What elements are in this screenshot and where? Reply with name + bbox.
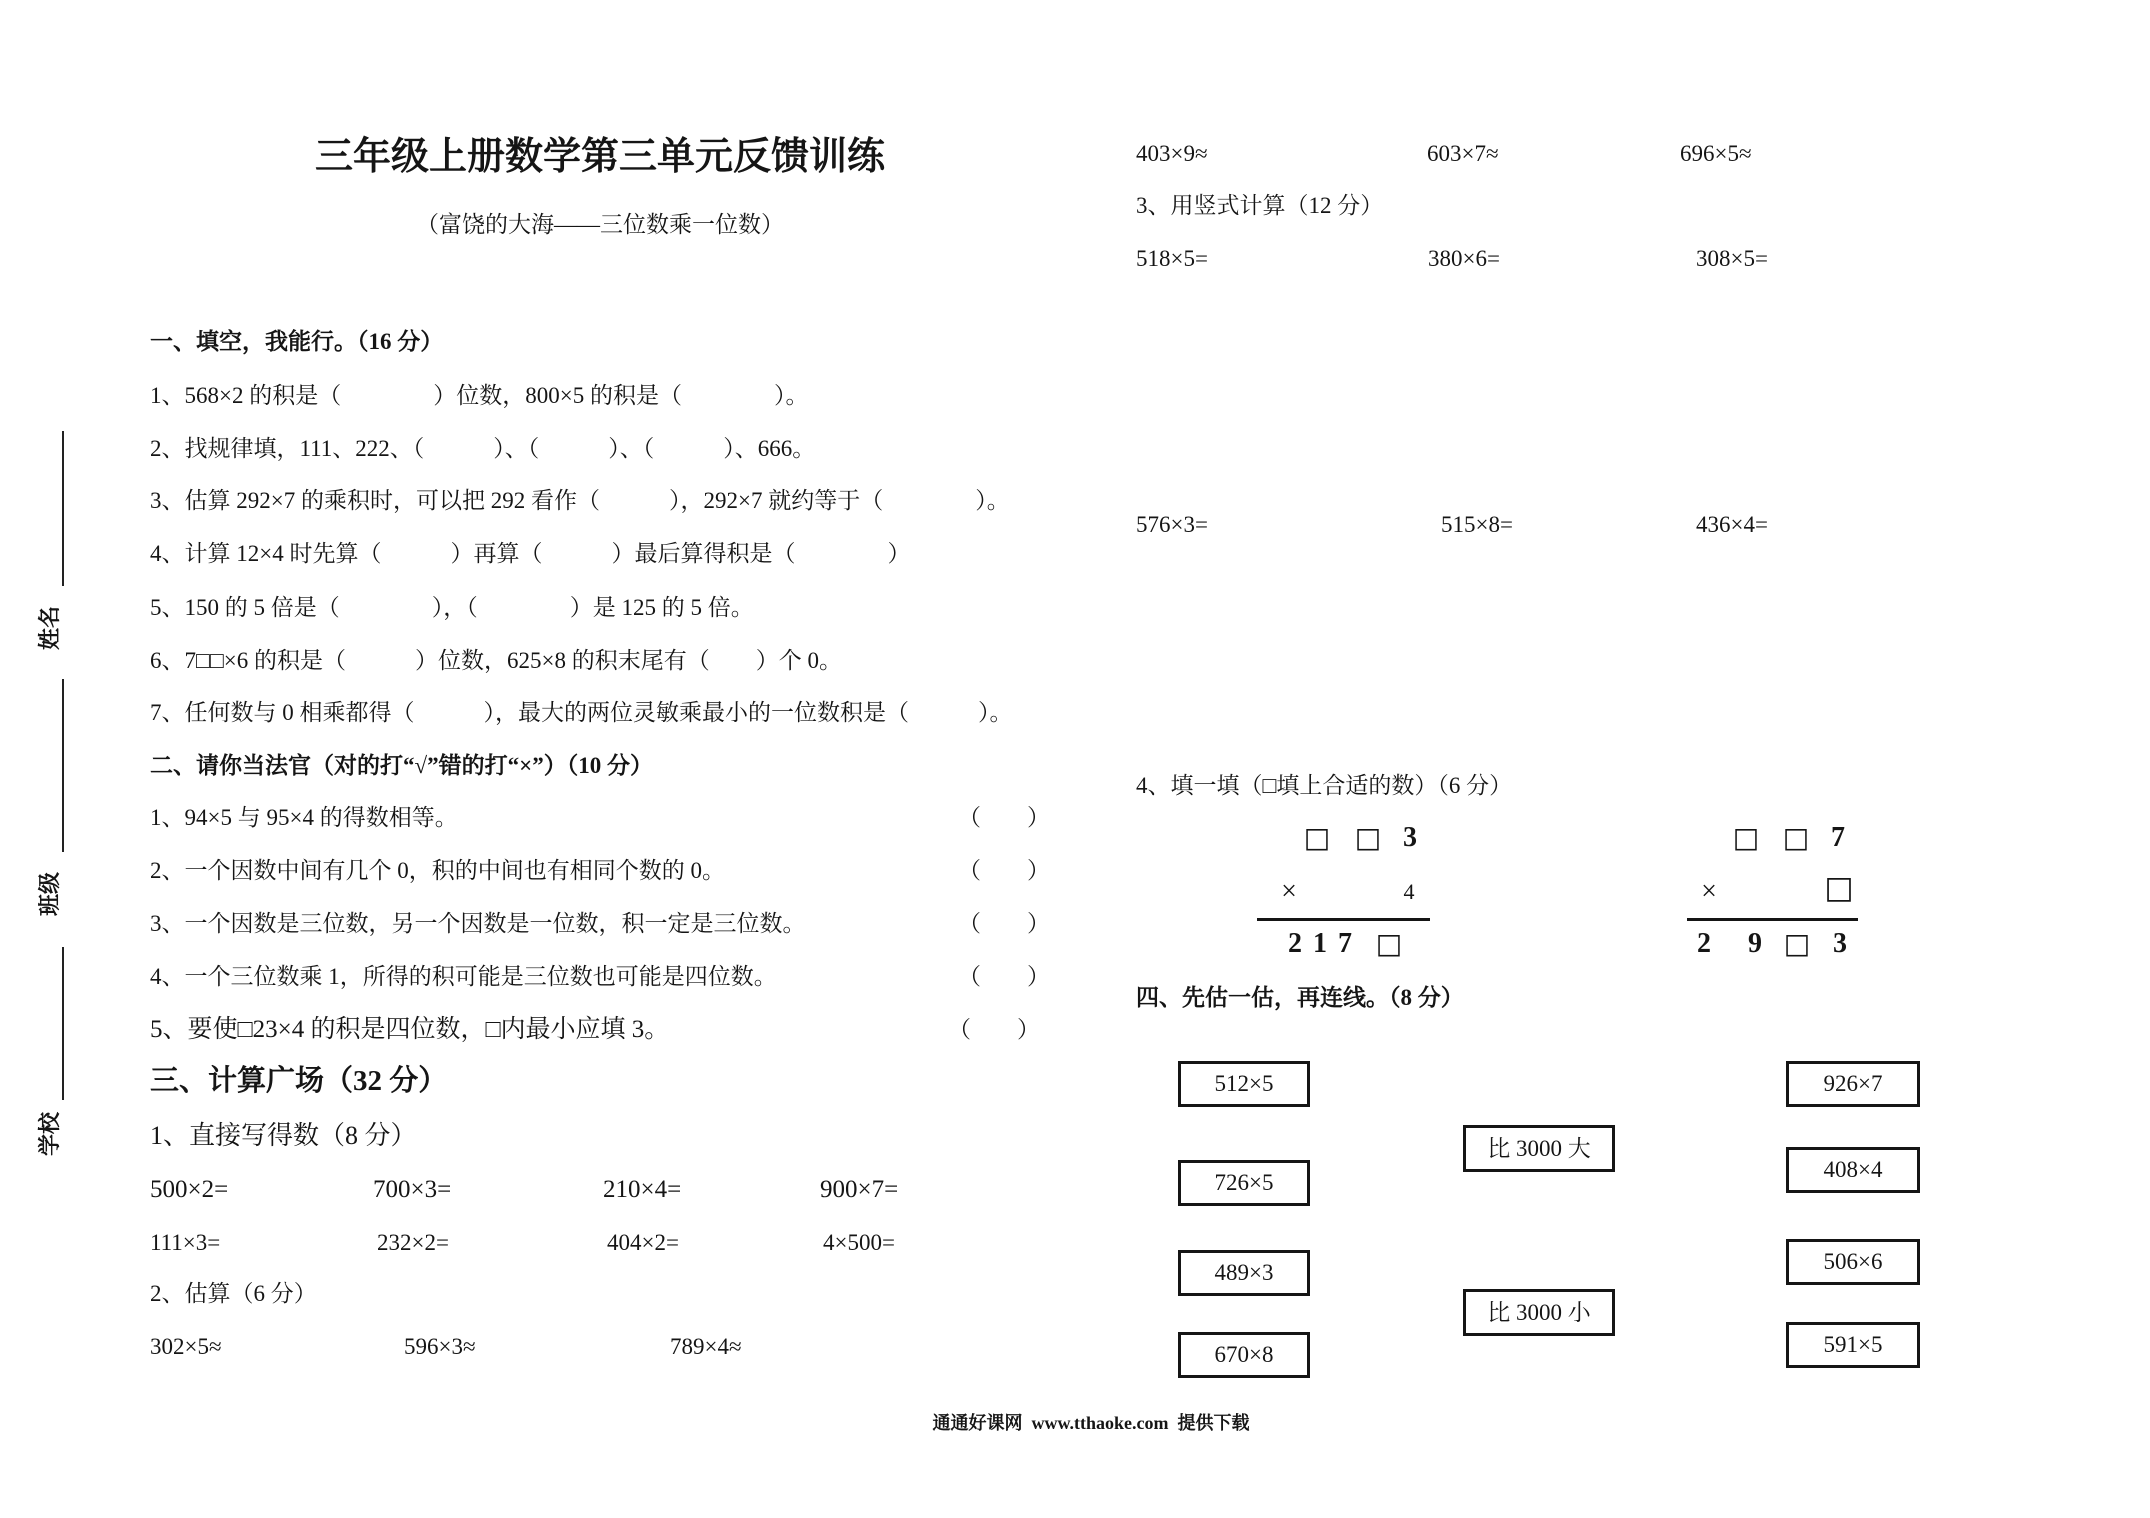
match-box-left: 726×5 [1178,1160,1310,1206]
fill-item-6: 6、7□□×6 的积是（ ）位数，625×8 的积末尾有（ ）个 0。 [150,648,842,673]
estimate-calc: 596×3≈ [404,1334,476,1359]
estimate-calc: 603×7≈ [1427,141,1499,166]
oral-calc: 210×4= [603,1176,682,1203]
name-label: 姓名 [37,606,62,651]
match-box-left: 489×3 [1178,1250,1310,1296]
section4-heading: 四、先估一估，再连线。（8 分） [1136,985,1464,1010]
fill-item-4: 4、计算 12×4 时先算（ ）再算（ ）最后算得积是（ ） [150,541,911,566]
digit: 2 [1288,928,1302,959]
match-box-right: 506×6 [1786,1239,1920,1285]
oral-calc: 700×3= [373,1176,452,1203]
fill-item-1: 1、568×2 的积是（ ）位数，800×5 的积是（ ）。 [150,383,809,408]
digit-blank: □ [1824,870,1854,906]
judge-item-5: 5、要使□23×4 的积是四位数，□内最小应填 3。 [150,1016,670,1043]
column-calc: 308×5= [1696,246,1768,271]
oral-calc: 404×2= [607,1230,679,1255]
judge-blank-1: （ ） [958,805,1050,830]
multiply-sign: × [1281,876,1297,907]
column-calc: 518×5= [1136,246,1208,271]
part4-heading: 4、填一填（□填上合适的数）（6 分） [1136,773,1513,798]
digit-blank: □ [1375,927,1403,960]
sum-line [1257,918,1430,921]
column-calc: 436×4= [1696,512,1768,537]
digit: 7 [1831,822,1845,853]
digit-blank: □ [1783,927,1811,960]
digit: 9 [1748,928,1762,959]
digit-blank: □ [1732,821,1760,854]
estimate-calc: 403×9≈ [1136,141,1208,166]
judge-blank-5: （ ） [948,1017,1040,1042]
digit: 7 [1338,928,1352,959]
digit: 3 [1403,822,1417,853]
digit: 1 [1313,928,1327,959]
class-underline [62,679,64,852]
match-box-right: 408×4 [1786,1147,1920,1193]
judge-blank-3: （ ） [958,911,1050,936]
fill-item-5: 5、150 的 5 倍是（ ），（ ）是 125 的 5 倍。 [150,595,754,620]
part3-heading: 3、用竖式计算（12 分） [1136,193,1384,218]
name-underline [62,431,64,586]
fill-item-3: 3、估算 292×7 的乘积时，可以把 292 看作（ ），292×7 就约等于（ ）。 [150,488,1010,513]
match-box-greater: 比 3000 大 [1463,1125,1615,1172]
oral-calc: 111×3= [150,1230,221,1255]
column-calc: 576×3= [1136,512,1208,537]
digit: 2 [1697,928,1711,959]
judge-item-2: 2、一个因数中间有几个 0，积的中间也有相同个数的 0。 [150,858,725,883]
school-underline [62,947,64,1100]
judge-blank-4: （ ） [958,964,1050,989]
match-box-right: 926×7 [1786,1061,1920,1107]
oral-calc: 900×7= [820,1176,899,1203]
judge-item-3: 3、一个因数是三位数，另一个因数是一位数，积一定是三位数。 [150,911,806,936]
estimate-calc: 696×5≈ [1680,141,1752,166]
section2-heading: 二、请你当法官（对的打“√”错的打“×”）（10 分） [150,753,653,778]
part2-heading: 2、估算（6 分） [150,1281,317,1306]
match-box-left: 670×8 [1178,1332,1310,1378]
digit-blank: □ [1354,821,1382,854]
match-box-left: 512×5 [1178,1061,1310,1107]
oral-calc: 4×500= [823,1230,895,1255]
fill-item-7: 7、任何数与 0 相乘都得（ ），最大的两位灵敏乘最小的一位数积是（ ）。 [150,700,1013,725]
fill-item-2: 2、找规律填，111、222、（ ）、（ ）、（ ）、666。 [150,436,816,461]
section3-heading: 三、计算广场（32 分） [150,1065,448,1097]
sum-line [1687,918,1858,921]
estimate-calc: 789×4≈ [670,1334,742,1359]
oral-calc: 500×2= [150,1176,229,1203]
column-calc: 515×8= [1441,512,1513,537]
judge-item-4: 4、一个三位数乘 1，所得的积可能是三位数也可能是四位数。 [150,964,777,989]
multiply-sign: × [1701,876,1717,907]
estimate-calc: 302×5≈ [150,1334,222,1359]
part1-heading: 1、直接写得数（8 分） [150,1121,417,1150]
oral-calc: 232×2= [377,1230,449,1255]
digit-blank: □ [1782,821,1810,854]
school-label: 学校 [37,1112,62,1157]
column-calc: 380×6= [1428,246,1500,271]
digit: 3 [1833,928,1847,959]
digit: 4 [1403,879,1415,904]
page-subtitle: （富饶的大海——三位数乘一位数） [416,212,784,237]
match-box-right: 591×5 [1786,1322,1920,1368]
judge-item-1: 1、94×5 与 95×4 的得数相等。 [150,805,458,830]
match-box-less: 比 3000 小 [1463,1289,1615,1336]
page-title: 三年级上册数学第三单元反馈训练 [314,136,885,178]
section1-heading: 一、填空，我能行。（16 分） [150,329,444,354]
digit-blank: □ [1303,821,1331,854]
judge-blank-2: （ ） [958,858,1050,883]
page-footer: 通通好课网 www.tthaoke.com 提供下载 [932,1413,1250,1433]
class-label: 班级 [37,872,62,917]
